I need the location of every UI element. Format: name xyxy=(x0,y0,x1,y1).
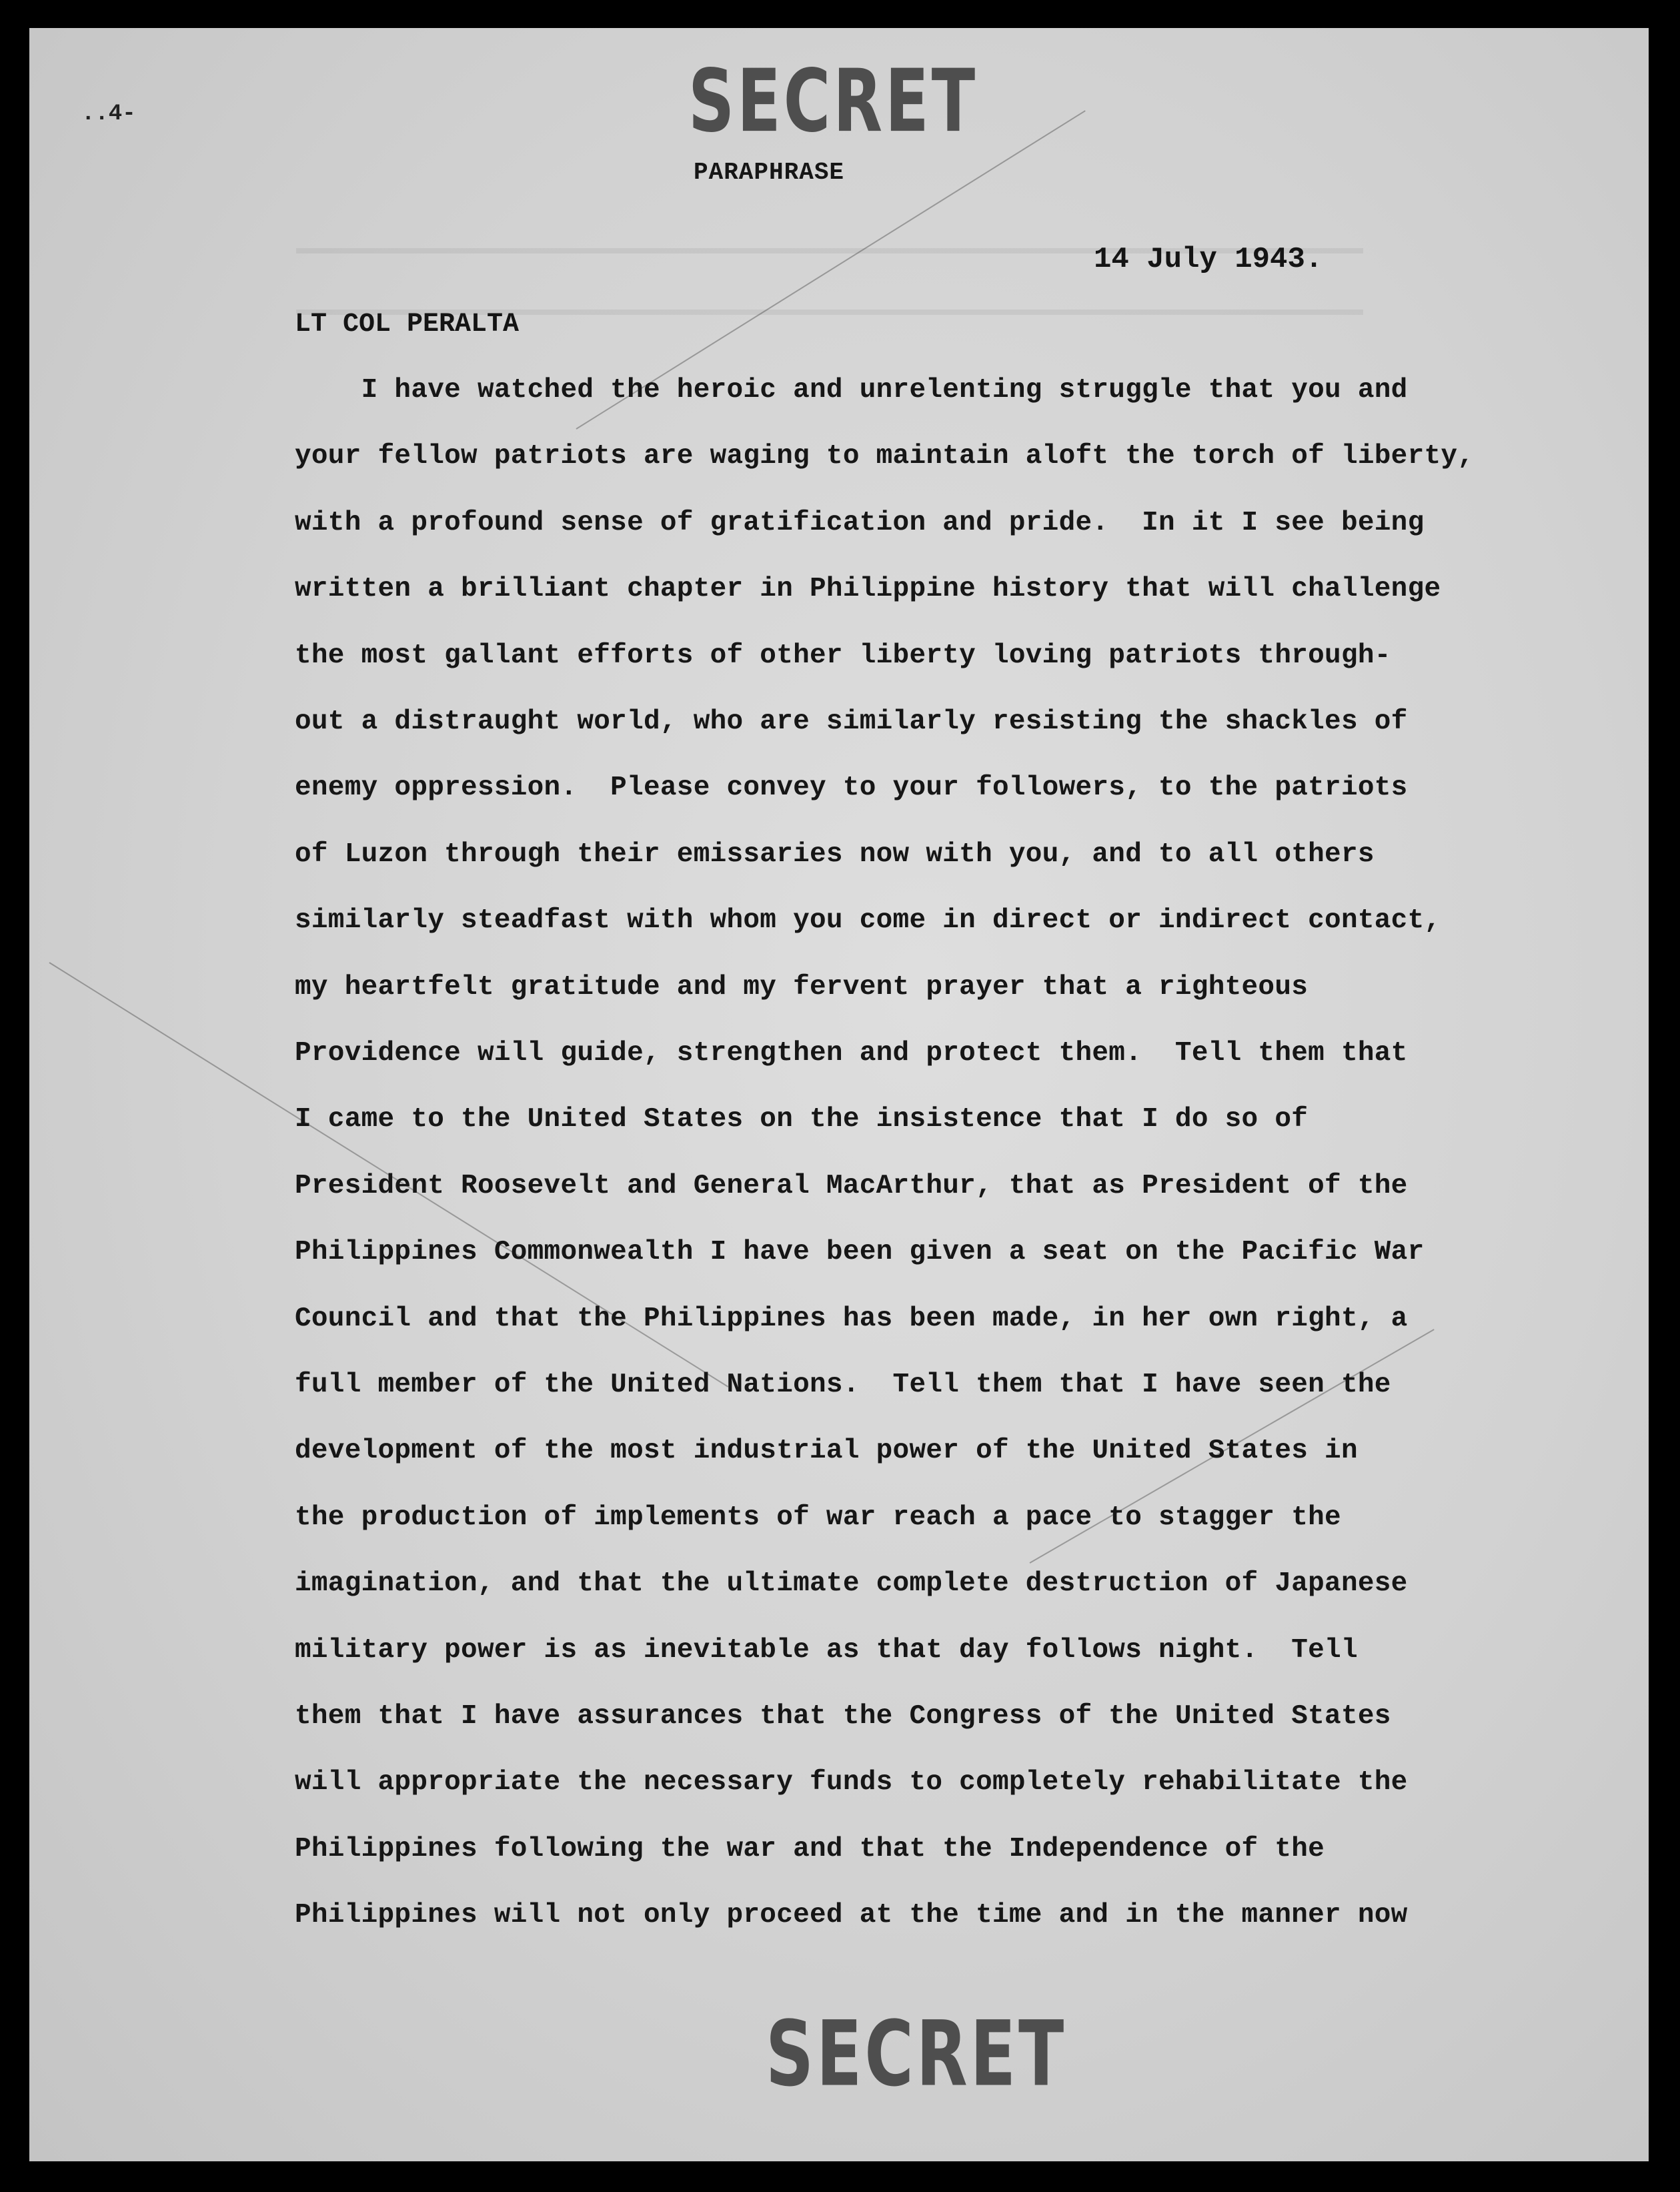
body-line: Philippines following the war and that the Independence of the xyxy=(295,1833,1325,1864)
body-line: development of the most industrial power of the United States in xyxy=(295,1436,1358,1467)
body-line: of Luzon through their emissaries now with you, and to all others xyxy=(295,839,1375,870)
secret-stamp-top: SECRET xyxy=(688,51,978,152)
paraphrase-heading: PARAPHRASE xyxy=(694,159,845,186)
body-line: enemy oppression. Please convey to your followers, to the patriots xyxy=(295,772,1408,804)
body-line: full member of the United Nations. Tell them that I have seen the xyxy=(295,1369,1391,1400)
document-page xyxy=(29,28,1649,2161)
body-line: will appropriate the necessary funds to completely rehabilitate the xyxy=(295,1767,1408,1798)
body-line: military power is as inevitable as that day follows night. Tell xyxy=(295,1634,1358,1666)
body-line: with a profound sense of gratification and pride. In it I see being xyxy=(295,507,1425,538)
body-line: them that I have assurances that the Congress of the United States xyxy=(295,1701,1391,1732)
body-line: Providence will guide, strengthen and protect them. Tell them that xyxy=(295,1038,1408,1069)
body-line: President Roosevelt and General MacArthur, that as President of the xyxy=(295,1170,1408,1201)
body-line: the production of implements of war reach a pace to stagger the xyxy=(295,1502,1341,1533)
body-line: imagination, and that the ultimate complete destruction of Japanese xyxy=(295,1568,1408,1600)
body-line: out a distraught world, who are similarly resisting the shackles of xyxy=(295,706,1408,737)
body-line: Council and that the Philippines has been made, in her own right, a xyxy=(295,1303,1408,1334)
body-line: the most gallant efforts of other liberty loving patriots through- xyxy=(295,640,1391,671)
body-line: I came to the United States on the insistence that I do so of xyxy=(295,1104,1309,1135)
secret-stamp-bottom: SECRET xyxy=(766,2001,1067,2107)
body-line: written a brilliant chapter in Philippine history that will challenge xyxy=(295,574,1441,605)
addressee: LT COL PERALTA xyxy=(295,310,520,340)
body-line: Philippines Commonwealth I have been given a seat on the Pacific War xyxy=(295,1237,1425,1268)
body-line: I have watched the heroic and unrelenting struggle that you and xyxy=(295,375,1408,406)
body-line: Philippines will not only proceed at the time and in the manner now xyxy=(295,1900,1408,1931)
letter-date: 14 July 1943. xyxy=(1094,243,1323,276)
body-line: my heartfelt gratitude and my fervent prayer that a righteous xyxy=(295,971,1309,1003)
body-line: your fellow patriots are waging to maintain aloft the torch of liberty, xyxy=(295,441,1475,472)
body-line: similarly steadfast with whom you come in direct or indirect contact, xyxy=(295,905,1441,937)
corner-mark: ..4- xyxy=(81,101,136,127)
